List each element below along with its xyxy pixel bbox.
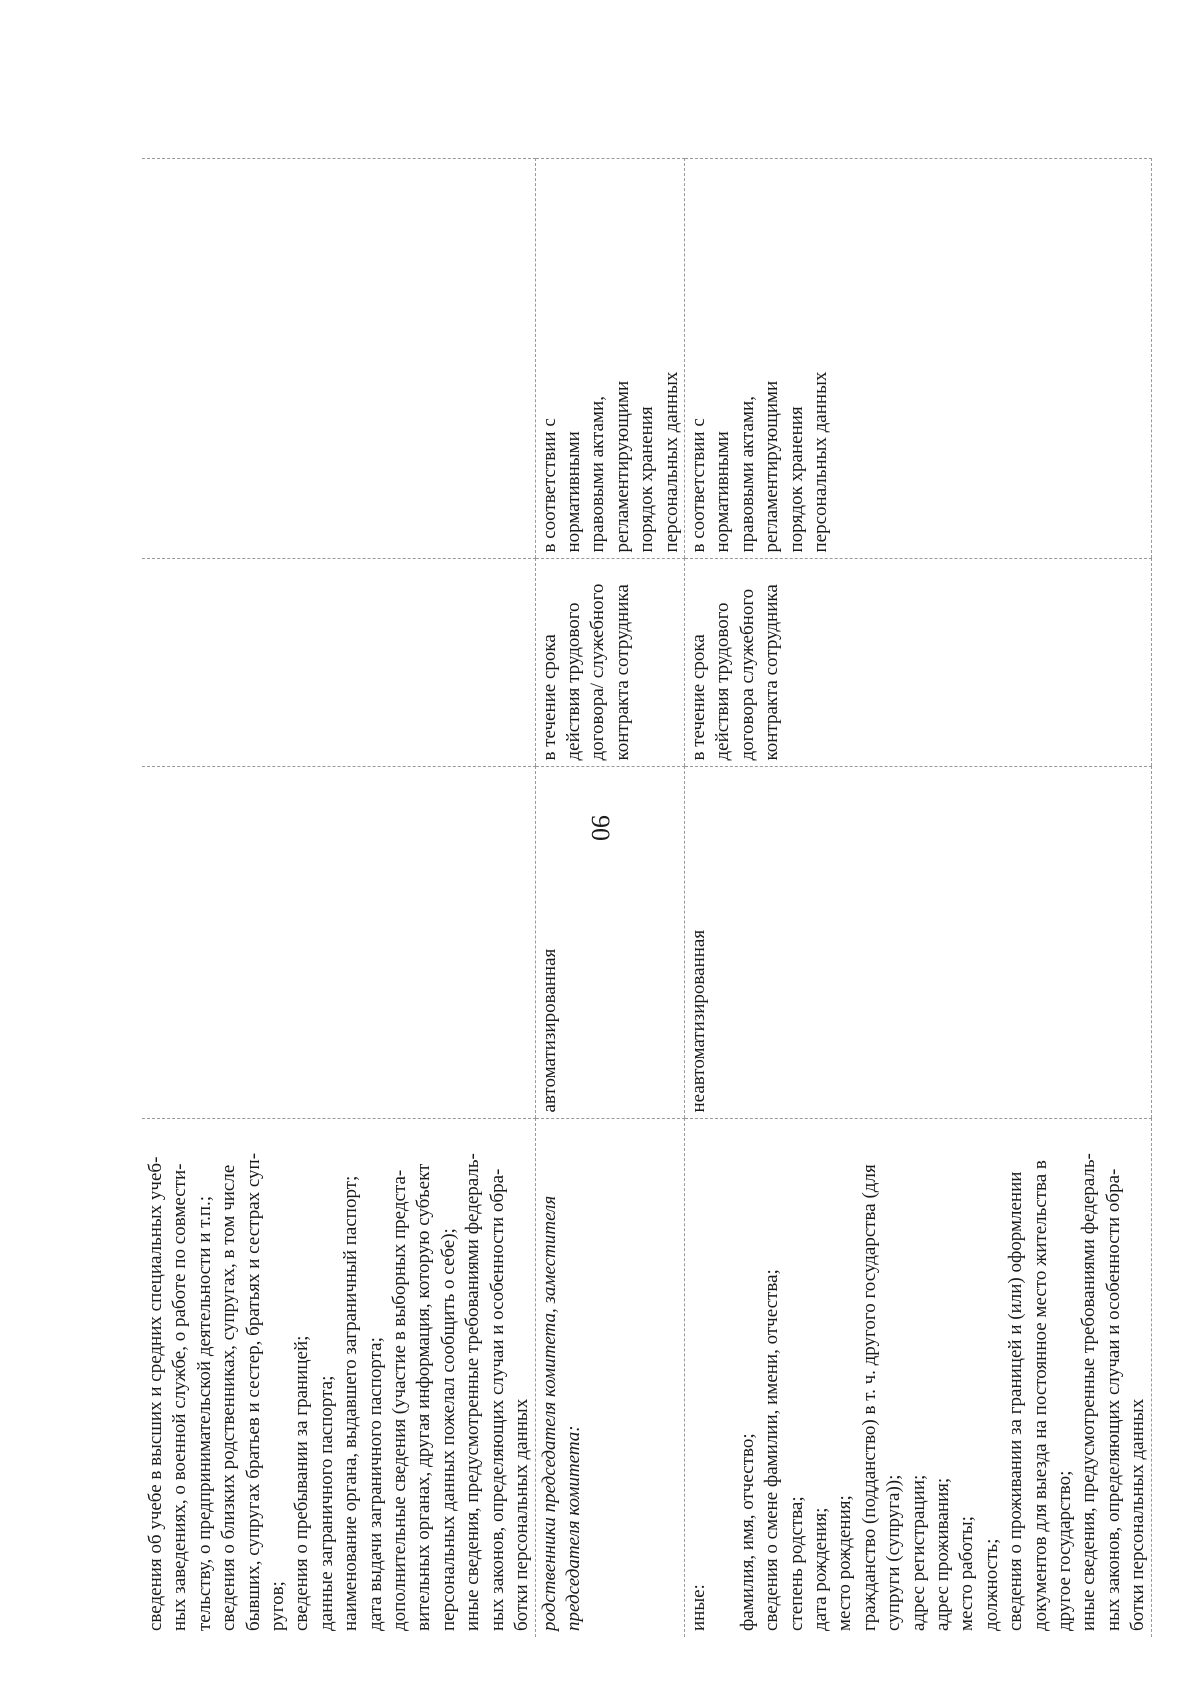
processing-period-cell (535, 559, 684, 767)
text-line: иные сведения, предусмотренные требованиями федераль- (462, 1153, 484, 1631)
storage-period-cell (535, 159, 684, 559)
storage-period-line: нормативными (712, 431, 734, 553)
text-line: наименование органа, выдавшего заграничный паспорт; (340, 1175, 362, 1631)
data-categories-cell (142, 1119, 535, 1637)
table-row (684, 159, 1151, 1637)
text-line: вительных органах, другая информация, которую субъект (413, 1163, 435, 1631)
text-line: степень родства; (785, 1496, 807, 1631)
processing-period-line: в течение срока (538, 634, 560, 761)
storage-period-line: в соответствии с (538, 418, 560, 553)
text-line: адрес регистрации; (907, 1474, 929, 1631)
text-line: сведения о проживании за границей и (или) оформлении (1005, 1171, 1027, 1631)
processing-period-cell (684, 559, 1151, 767)
text-line: иные: (687, 1584, 709, 1631)
subject-category-line: председателя комитета: (562, 1425, 584, 1631)
text-line: супруги (супруга)); (883, 1474, 905, 1631)
subject-category-cell (535, 1119, 684, 1637)
text-line: ботки персональных данных (511, 1398, 533, 1631)
text-line: ботки персональных данных (1127, 1398, 1149, 1631)
storage-period-line: порядок хранения (785, 406, 807, 553)
processing-method-text: неавтоматизированная (687, 929, 709, 1113)
text-line: фамилия, имя, отчество; (736, 1433, 758, 1631)
table-row (142, 159, 535, 1637)
processing-period-line: действия трудового (562, 602, 584, 761)
text-line: ных законов, определяющих случаи и особенности обра- (1102, 1168, 1124, 1631)
text-line: адрес проживания; (931, 1477, 953, 1631)
subject-category-line: родственники председателя комитета, заместителя (538, 1195, 560, 1631)
text-line: дополнительные сведения (участие в выборных предста- (389, 1169, 411, 1631)
spacer (711, 1126, 735, 1632)
text-line: сведения о смене фамилии, имени, отчества; (761, 1269, 783, 1631)
storage-period-cell (142, 159, 535, 559)
text-line: персональных данных пожелал сообщить о себе); (437, 1228, 459, 1631)
text-line: тельству, о предпринимательской деятельности и т.п.; (193, 1195, 215, 1631)
storage-period-cell (684, 159, 1151, 559)
processing-method-cell (684, 767, 1151, 1119)
processing-period-line: контракта сотрудника (761, 584, 783, 761)
text-line: ных заведениях, о военной службе, о работе по совмести- (169, 1163, 191, 1631)
processing-period-line: договора/ служебного (587, 583, 609, 761)
text-line: дата рождения; (809, 1507, 831, 1631)
rotated-table-container (142, 159, 1149, 1637)
text-line: сведения о близких родственниках, супругах, в том числе (218, 1164, 240, 1631)
text-line: дата выдачи заграничного паспорта; (364, 1337, 386, 1631)
text-line: место работы; (956, 1516, 978, 1631)
text-line: сведения об учебе в высших и средних специальных учеб- (145, 1156, 166, 1631)
data-categories-cell (684, 1119, 1151, 1637)
processing-method-cell (142, 767, 535, 1119)
text-line: данные заграничного паспорта; (315, 1375, 337, 1631)
text-line: бывших, супругах братьев и сестер, братьях и сестрах суп- (242, 1152, 264, 1631)
storage-period-line: правовыми актами, (736, 396, 758, 553)
processing-period-line: действия трудового (712, 602, 734, 761)
text-line: сведения о пребывании за границей; (291, 1335, 313, 1631)
page-number: 90 (586, 815, 615, 841)
processing-period-cell (142, 559, 535, 767)
text-line: иные сведения, предусмотренные требованиями федераль- (1078, 1153, 1100, 1631)
storage-period-line: персональных данных (809, 371, 831, 553)
storage-period-line: регламентирующими (761, 380, 783, 553)
processing-method-cell (535, 767, 684, 1119)
table-row (535, 159, 684, 1637)
text-line: гражданство (подданство) в т. ч. другого государства (для (858, 1164, 880, 1631)
storage-period-line: в соответствии с (687, 418, 709, 553)
processing-period-line: в течение срока (687, 634, 709, 761)
text-line: ругов; (267, 1581, 289, 1631)
storage-period-line: правовыми актами, (587, 396, 609, 553)
text-line: другое государство; (1054, 1470, 1076, 1631)
processing-period-line: контракта сотрудника (611, 584, 633, 761)
text-line: документов для выезда на постоянное место жительства в (1029, 1160, 1051, 1631)
text-line: ных законов, определяющих случаи и особенности обра- (486, 1168, 508, 1631)
storage-period-line: порядок хранения (636, 406, 658, 553)
storage-period-line: регламентирующими (611, 380, 633, 553)
processing-method-text: автоматизированная (538, 948, 560, 1113)
text-line: место рождения; (834, 1495, 856, 1631)
storage-period-line: персональных данных (660, 371, 682, 553)
text-line: должность; (980, 1538, 1002, 1631)
personal-data-table (142, 159, 1152, 1638)
processing-period-line: договора служебного (736, 588, 758, 761)
storage-period-line: нормативными (562, 431, 584, 553)
